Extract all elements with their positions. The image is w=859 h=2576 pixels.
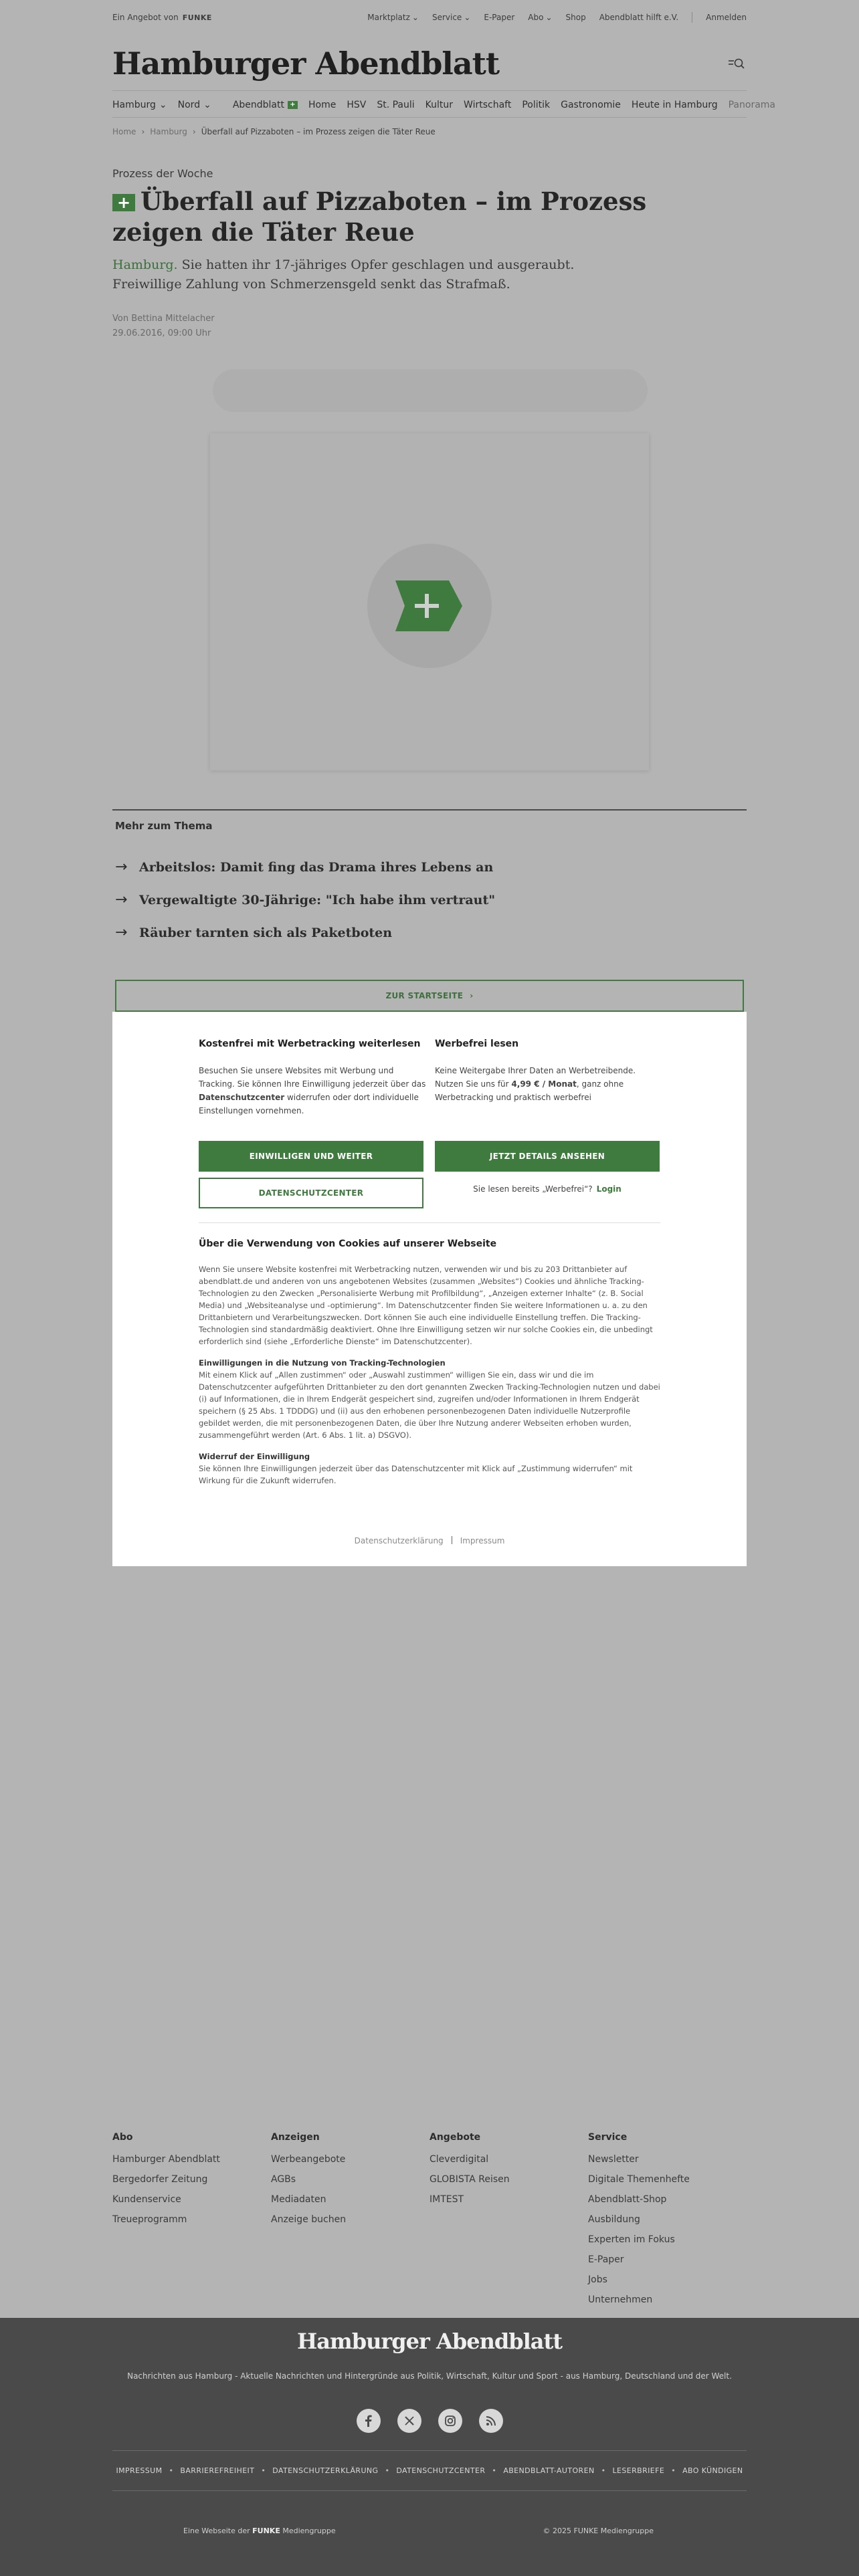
footer-legal-link[interactable]: IMPRESSUM — [116, 2466, 163, 2475]
consent-footer — [112, 1536, 747, 1545]
publisher-note: Eine Webseite der FUNKE Mediengruppe — [183, 2527, 336, 2535]
abendblatt-plus-icon — [395, 580, 462, 631]
footer-col-angebote — [430, 2132, 588, 2310]
footer-link[interactable]: E-Paper — [588, 2254, 624, 2265]
chevron-down-icon: ⌄ — [411, 13, 419, 22]
plus-icon: + — [288, 101, 298, 109]
paywall-placeholder-bar — [213, 369, 648, 412]
breadcrumb-current: Überfall auf Pizzaboten – im Prozess zeigen die Täter Reue — [201, 127, 436, 136]
privacy-policy-link[interactable]: Datenschutzerklärung — [354, 1536, 444, 1545]
masthead — [112, 36, 747, 91]
topbar-link-abo[interactable]: Abo ⌄ — [528, 13, 553, 22]
nav-item-gastronomie[interactable]: Gastronomie — [561, 99, 621, 110]
footer-link[interactable]: Experten im Fokus — [588, 2234, 675, 2245]
search-icon — [728, 57, 745, 70]
list-item[interactable]: → Räuber tarnten sich als Paketboten — [115, 924, 393, 941]
more-topic-heading: Mehr zum Thema — [115, 820, 213, 832]
list-item[interactable]: → Arbeitslos: Damit fing das Drama ihres Lebens an — [115, 859, 494, 875]
x-icon[interactable] — [397, 2409, 421, 2433]
accept-button[interactable]: EINWILLIGEN UND WEITER — [199, 1141, 423, 1172]
nav-item-hamburg[interactable]: Hamburg ⌄ — [112, 99, 167, 110]
offer-text: Ein Angebot von — [112, 13, 179, 22]
chevron-down-icon: ⌄ — [159, 99, 167, 110]
list-item[interactable]: → Vergewaltigte 30-Jährige: "Ich habe ihm vertraut" — [115, 891, 496, 908]
topbar-link-service[interactable]: Service ⌄ — [432, 13, 471, 22]
footer-tagline: Nachrichten aus Hamburg - Aktuelle Nachrichten und Hintergründe aus Politik, Wirtschaft, Kultur und Sport - aus Hamburg, Deutschland und der Welt. — [127, 2371, 732, 2381]
social-links — [0, 2409, 859, 2433]
consent-free-column — [199, 1039, 426, 1117]
imprint-link[interactable]: Impressum — [460, 1536, 505, 1545]
footer-link[interactable]: Digitale Themenhefte — [588, 2174, 690, 2185]
divider — [112, 809, 747, 811]
topbar-link-marktplatz[interactable]: Marktplatz ⌄ — [367, 13, 419, 22]
divider — [199, 1222, 660, 1223]
loading-circle — [367, 544, 492, 668]
footer-legal-link[interactable]: DATENSCHUTZCENTER — [396, 2466, 486, 2475]
nav-item-nord[interactable]: Nord ⌄ — [177, 99, 211, 110]
breadcrumb — [112, 127, 436, 136]
footer-link[interactable]: Newsletter — [588, 2154, 639, 2165]
consent-free-title: Kostenfrei mit Werbetracking weiterlesen — [199, 1039, 421, 1049]
rss-icon[interactable] — [479, 2409, 503, 2433]
footer-legal-link[interactable]: DATENSCHUTZERKLÄRUNG — [272, 2466, 379, 2475]
consent-dialog — [112, 1012, 747, 1566]
chevron-right-icon: › — [470, 991, 474, 1000]
footer-link[interactable]: GLOBISTA Reisen — [430, 2174, 510, 2185]
footer-col-service — [588, 2132, 747, 2310]
more-topic-list — [115, 851, 495, 949]
footer-link[interactable]: Abendblatt-Shop — [588, 2194, 667, 2205]
search-button[interactable] — [727, 53, 747, 74]
topbar-link-abendblatt-hilft[interactable]: Abendblatt hilft e.V. — [599, 13, 679, 22]
site-footer — [0, 2318, 859, 2576]
footer-col-title: Anzeigen — [271, 2132, 320, 2143]
arrow-right-icon: → — [115, 924, 128, 941]
topbar-link-shop[interactable]: Shop — [565, 13, 586, 22]
article-meta — [112, 312, 215, 341]
nav-item-abendblatt-plus[interactable]: Abendblatt + — [233, 100, 298, 110]
nav-item-wirtschaft[interactable]: Wirtschaft — [464, 99, 512, 110]
footer-logo[interactable]: Hamburger Abendblatt — [296, 2329, 563, 2354]
main-nav — [112, 92, 775, 118]
footer-legal-link[interactable]: BARRIEREFREIHEIT — [180, 2466, 255, 2475]
consent-adfree-text: Keine Weitergabe Ihrer Daten an Werbetreibende. Nutzen Sie uns für 4,99 € / Monat, ganz ohne Werbetracking und praktisch werbefrei — [435, 1066, 636, 1102]
arrow-right-icon: → — [115, 891, 128, 908]
footer-link[interactable]: Werbeangebote — [271, 2154, 346, 2165]
footer-legal-link[interactable]: ABO KÜNDIGEN — [682, 2466, 743, 2475]
adfree-login-row: Sie lesen bereits „Werbefrei“? Login — [473, 1184, 622, 1194]
footer-link[interactable]: AGBs — [271, 2174, 296, 2185]
footer-link[interactable]: Cleverdigital — [430, 2154, 489, 2165]
article-date: 29.06.2016, 09:00 Uhr — [112, 328, 211, 338]
arrow-right-icon: → — [115, 859, 128, 875]
privacy-center-link[interactable]: Datenschutzcenter — [199, 1093, 285, 1102]
footer-link[interactable]: Anzeige buchen — [271, 2214, 347, 2225]
nav-item-politik[interactable]: Politik — [522, 99, 551, 110]
revoke-consent-text: Widerruf der Einwilligung Sie können Ihre Einwilligungen jederzeit über das Datenschutzcenter mit Klick auf „Zustimmung widerrufen“ mit Wirkung für die Zukunft widerrufen. — [199, 1452, 633, 1485]
funke-logo[interactable]: FUNKE — [182, 13, 212, 22]
footer-col-anzeigen — [271, 2132, 430, 2310]
article-teaser: Hamburg. Sie hatten ihr 17-jähriges Opfer geschlagen und ausgeraubt. Freiwillige Zahlung von Schmerzensgeld senkt das Strafmaß. — [112, 257, 575, 292]
login-link[interactable]: Anmelden — [706, 13, 747, 22]
article-location: Hamburg. — [112, 257, 178, 272]
copyright: © 2025 FUNKE Mediengruppe — [543, 2527, 654, 2535]
breadcrumb-separator: › — [141, 127, 145, 136]
footer-link[interactable]: Mediadaten — [271, 2194, 326, 2205]
footer-link[interactable]: Bergedorfer Zeitung — [112, 2174, 208, 2185]
privacy-center-button[interactable]: DATENSCHUTZCENTER — [199, 1178, 423, 1208]
footer-link[interactable]: IMTEST — [430, 2194, 464, 2205]
cookie-info — [199, 1238, 660, 1496]
article-author: Von Bettina Mittelacher — [112, 314, 215, 324]
consent-free-text: Besuchen Sie unsere Websites mit Werbung und Tracking. Sie können Ihre Einwilligung jederzeit über das Datenschutzcenter widerrufen oder dort individuelle Einstellungen vornehmen. — [199, 1066, 426, 1115]
nav-item-kultur[interactable]: Kultur — [425, 99, 454, 110]
footer-col-abo — [112, 2132, 271, 2310]
legal-links: IMPRESSUM • BARRIEREFREIHEIT • DATENSCHUTZERKLÄRUNG • DATENSCHUTZCENTER • ABENDBLATT-AUTOREN • LESERBRIEFE • ABO KÜNDIGEN — [116, 2466, 743, 2475]
footer-col-title: Service — [588, 2132, 628, 2143]
footer-link[interactable]: Unternehmen — [588, 2294, 653, 2305]
chevron-down-icon: ⌄ — [464, 13, 471, 22]
topbar-link-epaper[interactable]: E-Paper — [484, 13, 515, 22]
tracking-consent-text: Einwilligungen in die Nutzung von Tracking-Technologien Mit einem Klick auf „Allen zustimmen“ oder „Auswahl zustimmen“ willigen Sie ein, dass wir und die im Datenschutzcenter aufgeführten Drittanbieter zu den dort genannten Zwecken Tracking-Technologien nutzen und dabei (i) auf Informationen, die in Ihrem Endgerät gespeichert sind, zugreifen und/oder Informationen in Ihrem Endgerät speichern (§ 25 Abs. 1 TDDDG) und (ii) aus den erhobenen personenbezogenen Daten individuelle Nutzerprofile gebildet werden, die mit personenbezogenen Daten, die über Ihre Nutzung anderer Webseiten erhoben wurden, zusammengeführt werden (Art. 6 Abs. 1 lit. a) DSGVO). — [199, 1358, 660, 1440]
nav-item-st-pauli[interactable]: St. Pauli — [377, 99, 415, 110]
adfree-login-link[interactable]: Login — [596, 1184, 622, 1194]
breadcrumb-home[interactable]: Home — [112, 127, 136, 136]
cookie-info-text: Wenn Sie unsere Website kostenfrei mit Werbetracking nutzen, verwenden wir und bis zu 203 Drittanbieter auf abendblatt.de und anderen von uns angebotenen Websites (zusammen „Websites“) Cookies und ähnliche Tracking-Technologien zu den Zwecken „Personalisierte Werbung mit Profilbildung“, „Anzeigen externer Inhalte“ (z. B. Social Media) und „Websiteanalyse und -optimierung“. Im Datenschutzcenter finden Sie weitere Informationen u. a. zu den Drittanbietern und Verarbeitungszwecken. Dort können Sie auch eine individuelle Einstellung treffen. Die Tracking-Technologien sind standardmäßig deaktiviert. Ohne Ihre Einwilligung setzen wir nur solche Cookies ein, die unbedingt erforderlich sind (siehe „Erforderliche Dienste“ im Datenschutzcenter). — [199, 1265, 653, 1346]
article-headline: + Überfall auf Pizzaboten – im Prozess zeigen die Täter Reue — [112, 187, 647, 247]
consent-adfree-column — [435, 1039, 662, 1104]
nav-item-panorama[interactable]: Panorama — [728, 99, 775, 110]
breadcrumb-hamburg[interactable]: Hamburg — [150, 127, 187, 136]
facebook-icon[interactable] — [357, 2409, 381, 2433]
home-page-button[interactable]: ZUR STARTSEITE › — [115, 980, 744, 1012]
footer-link[interactable]: Hamburger Abendblatt — [112, 2154, 220, 2165]
footer-columns — [112, 2132, 747, 2310]
divider — [112, 2490, 747, 2491]
site-logo[interactable]: Hamburger Abendblatt — [112, 45, 500, 82]
nav-item-home[interactable]: Home — [308, 99, 337, 110]
instagram-icon[interactable] — [438, 2409, 462, 2433]
footer-link[interactable]: Treueprogramm — [112, 2214, 187, 2225]
footer-col-title: Angebote — [430, 2132, 481, 2143]
cookie-info-title: Über die Verwendung von Cookies auf unserer Webseite — [199, 1239, 497, 1249]
paywall-placeholder-card — [210, 433, 649, 770]
top-utility-bar — [112, 5, 747, 29]
consent-adfree-title: Werbefrei lesen — [435, 1039, 519, 1049]
footer-link[interactable]: Kundenservice — [112, 2194, 181, 2205]
nav-item-heute-in-hamburg[interactable]: Heute in Hamburg — [631, 99, 718, 110]
plus-icon: + — [112, 194, 135, 211]
details-button[interactable]: JETZT DETAILS ANSEHEN — [435, 1141, 660, 1172]
chevron-down-icon: ⌄ — [203, 99, 211, 110]
divider — [112, 2450, 747, 2451]
footer-link[interactable]: Jobs — [588, 2274, 607, 2285]
footer-legal-link[interactable]: ABENDBLATT-AUTOREN — [503, 2466, 595, 2475]
chevron-down-icon: ⌄ — [545, 13, 553, 22]
article-kicker: Prozess der Woche — [112, 167, 213, 180]
footer-col-title: Abo — [112, 2132, 133, 2143]
nav-item-hsv[interactable]: HSV — [347, 99, 367, 110]
footer-legal-link[interactable]: LESERBRIEFE — [612, 2466, 665, 2475]
breadcrumb-separator: › — [192, 127, 196, 136]
footer-link[interactable]: Ausbildung — [588, 2214, 640, 2225]
